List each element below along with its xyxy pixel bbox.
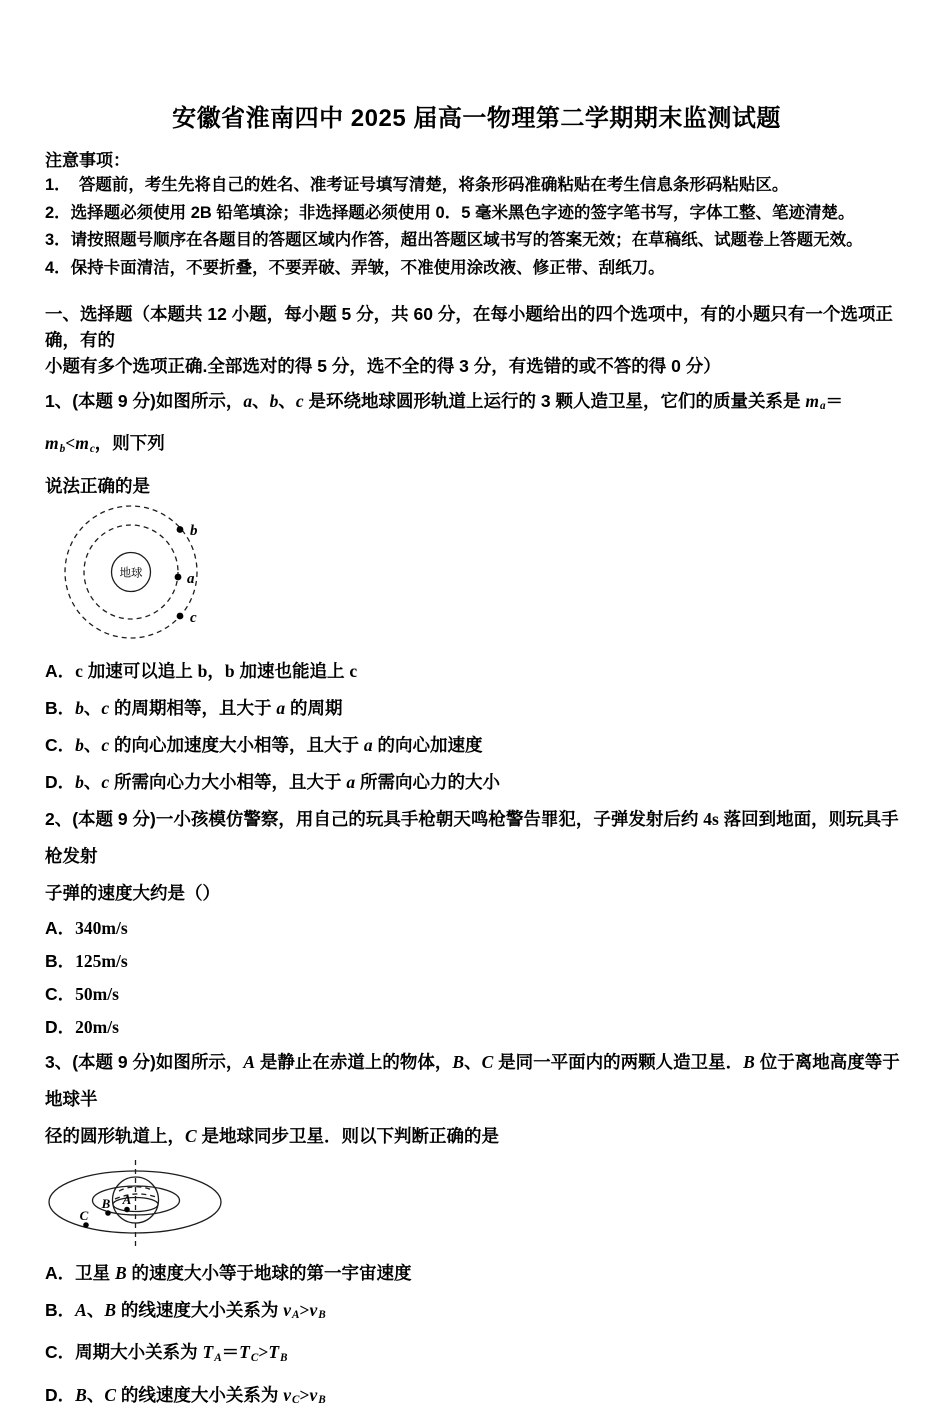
question-2-stem-line-1: 2、(本题 9 分)一小孩模仿警察，用自己的玩具手枪朝天鸣枪警告罪犯，子弹发射后约 4s 落回到地面，则玩具手枪发射 <box>45 808 899 866</box>
question-2-options <box>45 912 908 1044</box>
section-heading-line-2: 小题有多个选项正确.全部选对的得 5 分，选不全的得 3 分，有选错的或不答的得 0 分） <box>45 356 721 376</box>
notice-item-4: 4．保持卡面清洁，不要折叠，不要弄破、弄皱，不准使用涂改液、修正带、刮纸刀。 <box>45 258 665 277</box>
point-b-dot <box>105 1210 111 1216</box>
question-1-option-a: A．c 加速可以追上 b，b 加速也能追上 c <box>45 660 358 681</box>
question-3-option-b: B．A、B 的线速度大小关系为 vA>vB <box>45 1299 326 1322</box>
notice-item-1: 1． 答题前，考生先将自己的姓名、准考证号填写清楚，将条形码准确粘贴在考生信息条形码粘贴区。 <box>45 176 789 194</box>
point-c-dot <box>83 1222 89 1228</box>
question-2-option-d: D．20m/s <box>45 1016 119 1037</box>
question-2-stem-line-2: 子弹的速度大约是（） <box>45 882 220 903</box>
satellite-b-label: b <box>190 522 198 539</box>
question-3-stem-line-1: 3、(本题 9 分)如图所示，A 是静止在赤道上的物体，B、C 是同一平面内的两颗人造卫星．B 位于离地高度等于地球半 <box>45 1051 900 1109</box>
point-a-label: A <box>122 1191 132 1207</box>
question-3-option-a: A．卫星 B 的速度大小等于地球的第一宇宙速度 <box>45 1262 412 1283</box>
satellite-a-dot <box>175 574 182 581</box>
q1-satellite-orbits-diagram <box>53 499 245 651</box>
section-heading-line-1: 一、选择题（本题共 12 小题，每小题 5 分，共 60 分，在每小题给出的四个选项中，有的小题只有一个选项正确，有的 <box>45 304 893 350</box>
question-1-stem-line-2: 说法正确的是 <box>45 475 150 496</box>
question-2-option-b: B．125m/s <box>45 950 128 971</box>
question-3-options <box>45 1255 908 1419</box>
notice-section <box>45 150 908 282</box>
notice-heading: 注意事项： <box>45 151 130 170</box>
point-a-dot <box>124 1207 130 1213</box>
point-c-label: C <box>79 1207 89 1223</box>
notice-item-2: 2．选择题必须使用 2B 铅笔填涂；非选择题必须使用 0．5 毫米黑色字迹的签字笔书写，字体工整、笔迹清楚。 <box>45 203 855 222</box>
satellite-b-dot <box>177 526 184 533</box>
question-1 <box>45 383 908 801</box>
question-1-option-d: D．b、c 所需向心力大小相等，且大于 a 所需向心力的大小 <box>45 771 501 792</box>
question-1-options <box>45 653 908 801</box>
question-2 <box>45 801 908 1044</box>
q3-earth-satellites-diagram <box>45 1157 227 1253</box>
question-3 <box>45 1044 908 1419</box>
section-heading <box>45 301 908 379</box>
point-b-label: B <box>101 1195 111 1211</box>
question-2-option-a: A．340m/s <box>45 917 128 938</box>
question-3-stem-line-2: 径的圆形轨道上，C 是地球同步卫星．则以下判断正确的是 <box>45 1125 500 1146</box>
question-2-option-c: C．50m/s <box>45 983 119 1004</box>
question-1-stem-line-1: 1、(本题 9 分)如图所示，a、b、c 是环绕地球圆形轨道上运行的 3 颗人造卫星，它们的质量关系是 ma＝mb<mc，则下列 <box>45 391 844 455</box>
satellite-c-dot <box>177 613 184 620</box>
question-3-option-c: C．周期大小关系为 TA＝TC>TB <box>45 1342 288 1364</box>
notice-item-3: 3．请按照题号顺序在各题目的答题区域内作答，超出答题区域书写的答案无效；在草稿纸、试题卷上答题无效。 <box>45 231 863 249</box>
question-3-option-d: D．B、C 的线速度大小关系为 vC>vB <box>45 1384 326 1407</box>
satellite-c-label: c <box>190 609 197 626</box>
earth-label: 地球 <box>119 567 143 580</box>
satellite-a-label: a <box>187 570 195 587</box>
exam-title: 安徽省淮南四中 2025 届高一物理第二学期期末监测试题 <box>172 105 781 132</box>
question-1-option-c: C．b、c 的向心加速度大小相等，且大于 a 的向心加速度 <box>45 734 483 755</box>
question-1-option-b: B．b、c 的周期相等，且大于 a 的周期 <box>45 697 343 718</box>
